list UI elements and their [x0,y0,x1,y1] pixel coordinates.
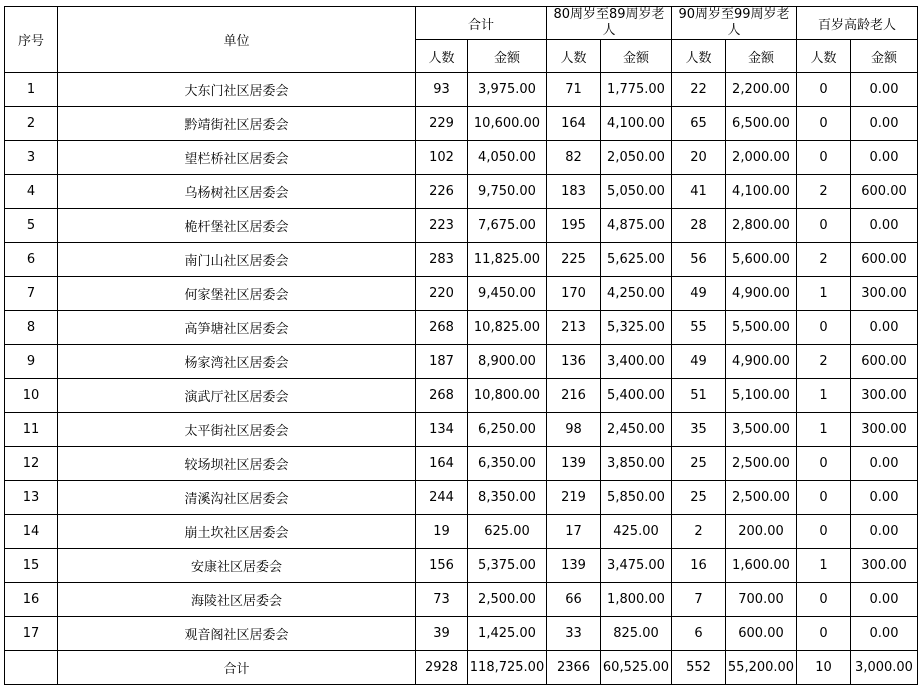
row-100-count: 0 [797,617,851,651]
row-100-count: 0 [797,311,851,345]
row-index: 15 [5,549,58,583]
row-total-amount: 10,800.00 [468,379,547,413]
row-80-amount: 825.00 [601,617,672,651]
table-row [5,447,918,481]
row-unit: 太平街社区居委会 [58,413,416,447]
row-unit: 观音阁社区居委会 [58,617,416,651]
header-unit: 单位 [58,7,416,73]
row-90-amount: 700.00 [726,583,797,617]
row-90-count: 51 [672,379,726,413]
row-total-count: 220 [416,277,468,311]
row-80-amount: 2,450.00 [601,413,672,447]
row-100-count: 0 [797,209,851,243]
row-unit: 海陵社区居委会 [58,583,416,617]
header-total-amount: 金额 [468,40,547,73]
row-index: 8 [5,311,58,345]
row-total-amount: 9,750.00 [468,175,547,209]
row-90-amount: 6,500.00 [726,107,797,141]
total-100-count: 10 [797,651,851,685]
total-80-amount: 60,525.00 [601,651,672,685]
row-90-count: 28 [672,209,726,243]
row-100-amount: 0.00 [851,141,918,175]
total-80-count: 2366 [547,651,601,685]
row-index: 1 [5,73,58,107]
table-row [5,549,918,583]
row-index: 2 [5,107,58,141]
row-90-amount: 2,800.00 [726,209,797,243]
row-total-amount: 3,975.00 [468,73,547,107]
row-total-amount: 2,500.00 [468,583,547,617]
total-90-count: 552 [672,651,726,685]
row-80-count: 98 [547,413,601,447]
row-80-amount: 425.00 [601,515,672,549]
row-90-amount: 2,500.00 [726,481,797,515]
table-body [5,73,918,651]
row-80-amount: 5,325.00 [601,311,672,345]
row-90-count: 2 [672,515,726,549]
row-index: 12 [5,447,58,481]
row-total-count: 164 [416,447,468,481]
row-100-amount: 0.00 [851,515,918,549]
row-total-amount: 6,350.00 [468,447,547,481]
row-total-count: 73 [416,583,468,617]
total-amount: 118,725.00 [468,651,547,685]
row-80-amount: 4,100.00 [601,107,672,141]
header-90-count: 人数 [672,40,726,73]
row-total-amount: 6,250.00 [468,413,547,447]
row-90-amount: 600.00 [726,617,797,651]
row-100-amount: 300.00 [851,379,918,413]
row-90-count: 41 [672,175,726,209]
row-80-count: 82 [547,141,601,175]
table-footer [5,651,918,685]
row-80-count: 139 [547,447,601,481]
row-100-amount: 300.00 [851,413,918,447]
row-80-count: 17 [547,515,601,549]
row-100-count: 1 [797,277,851,311]
row-90-count: 35 [672,413,726,447]
row-90-amount: 5,500.00 [726,311,797,345]
table-row [5,243,918,277]
row-100-count: 0 [797,515,851,549]
row-80-amount: 4,250.00 [601,277,672,311]
row-total-amount: 4,050.00 [468,141,547,175]
row-total-amount: 625.00 [468,515,547,549]
table-row [5,515,918,549]
header-80-amount: 金额 [601,40,672,73]
row-90-count: 25 [672,447,726,481]
header-80-count: 人数 [547,40,601,73]
row-total-count: 102 [416,141,468,175]
row-100-count: 0 [797,481,851,515]
row-100-amount: 300.00 [851,549,918,583]
row-100-count: 1 [797,379,851,413]
row-total-count: 244 [416,481,468,515]
row-90-amount: 2,200.00 [726,73,797,107]
row-total-count: 93 [416,73,468,107]
row-100-amount: 0.00 [851,209,918,243]
row-90-amount: 4,900.00 [726,277,797,311]
row-unit: 南门山社区居委会 [58,243,416,277]
header-group-90-99: 90周岁至99周岁老人 [672,7,797,40]
row-80-count: 183 [547,175,601,209]
row-index: 5 [5,209,58,243]
row-100-count: 2 [797,243,851,277]
row-index: 13 [5,481,58,515]
row-80-amount: 5,050.00 [601,175,672,209]
row-90-amount: 5,100.00 [726,379,797,413]
row-90-count: 55 [672,311,726,345]
row-index: 3 [5,141,58,175]
header-total-count: 人数 [416,40,468,73]
row-100-amount: 0.00 [851,107,918,141]
row-100-amount: 300.00 [851,277,918,311]
row-90-count: 6 [672,617,726,651]
row-total-count: 268 [416,311,468,345]
row-index: 10 [5,379,58,413]
row-90-count: 65 [672,107,726,141]
row-100-amount: 0.00 [851,481,918,515]
table-row [5,413,918,447]
row-80-amount: 1,775.00 [601,73,672,107]
table-row [5,311,918,345]
row-unit: 安康社区居委会 [58,549,416,583]
header-90-amount: 金额 [726,40,797,73]
row-90-amount: 5,600.00 [726,243,797,277]
row-unit: 清溪沟社区居委会 [58,481,416,515]
row-80-amount: 4,875.00 [601,209,672,243]
row-80-amount: 3,400.00 [601,345,672,379]
row-total-amount: 10,600.00 [468,107,547,141]
row-total-count: 229 [416,107,468,141]
row-100-count: 0 [797,583,851,617]
row-90-amount: 3,500.00 [726,413,797,447]
row-total-amount: 1,425.00 [468,617,547,651]
row-80-amount: 5,850.00 [601,481,672,515]
row-80-amount: 5,625.00 [601,243,672,277]
table-row [5,277,918,311]
row-90-amount: 1,600.00 [726,549,797,583]
row-90-count: 25 [672,481,726,515]
table-row [5,345,918,379]
row-80-amount: 1,800.00 [601,583,672,617]
row-80-count: 33 [547,617,601,651]
row-100-count: 1 [797,413,851,447]
row-index: 6 [5,243,58,277]
row-80-count: 195 [547,209,601,243]
row-90-count: 16 [672,549,726,583]
row-index: 14 [5,515,58,549]
row-unit: 桅杆堡社区居委会 [58,209,416,243]
row-80-count: 170 [547,277,601,311]
header-total: 合计 [416,7,547,40]
row-90-count: 7 [672,583,726,617]
row-total-amount: 11,825.00 [468,243,547,277]
row-total-amount: 10,825.00 [468,311,547,345]
table-header [5,7,918,73]
table-row [5,73,918,107]
table-row [5,617,918,651]
row-unit: 大东门社区居委会 [58,73,416,107]
row-unit: 较场坝社区居委会 [58,447,416,481]
row-100-amount: 0.00 [851,311,918,345]
row-80-amount: 3,475.00 [601,549,672,583]
row-unit: 高笋塘社区居委会 [58,311,416,345]
row-total-amount: 9,450.00 [468,277,547,311]
row-80-count: 139 [547,549,601,583]
row-90-count: 20 [672,141,726,175]
row-100-count: 2 [797,175,851,209]
row-unit: 乌杨树社区居委会 [58,175,416,209]
row-total-count: 223 [416,209,468,243]
row-80-amount: 3,850.00 [601,447,672,481]
total-label: 合计 [58,651,416,685]
table-row [5,379,918,413]
row-100-count: 1 [797,549,851,583]
row-90-count: 49 [672,277,726,311]
row-80-count: 136 [547,345,601,379]
row-90-amount: 4,900.00 [726,345,797,379]
row-90-count: 22 [672,73,726,107]
row-80-count: 219 [547,481,601,515]
row-unit: 黔靖街社区居委会 [58,107,416,141]
row-total-amount: 8,900.00 [468,345,547,379]
row-80-count: 71 [547,73,601,107]
row-80-count: 66 [547,583,601,617]
total-no [5,651,58,685]
row-100-amount: 600.00 [851,243,918,277]
row-total-count: 39 [416,617,468,651]
total-row [5,651,918,685]
header-group-80-89: 80周岁至89周岁老人 [547,7,672,40]
row-100-amount: 0.00 [851,447,918,481]
row-100-count: 0 [797,141,851,175]
table-row [5,107,918,141]
row-100-amount: 0.00 [851,583,918,617]
row-100-amount: 0.00 [851,617,918,651]
row-unit: 望栏桥社区居委会 [58,141,416,175]
row-unit: 崩土坎社区居委会 [58,515,416,549]
row-100-amount: 600.00 [851,345,918,379]
row-total-count: 268 [416,379,468,413]
row-total-count: 156 [416,549,468,583]
row-index: 16 [5,583,58,617]
row-100-amount: 0.00 [851,73,918,107]
row-100-count: 0 [797,73,851,107]
row-90-amount: 4,100.00 [726,175,797,209]
row-90-count: 56 [672,243,726,277]
row-index: 4 [5,175,58,209]
table-row [5,209,918,243]
row-total-amount: 8,350.00 [468,481,547,515]
row-80-amount: 2,050.00 [601,141,672,175]
row-90-amount: 2,000.00 [726,141,797,175]
row-total-count: 19 [416,515,468,549]
row-total-amount: 5,375.00 [468,549,547,583]
row-90-amount: 200.00 [726,515,797,549]
row-total-count: 283 [416,243,468,277]
row-index: 11 [5,413,58,447]
header-100-amount: 金额 [851,40,918,73]
table-row [5,583,918,617]
header-group-100: 百岁高龄老人 [797,7,918,40]
row-total-count: 226 [416,175,468,209]
table-row [5,175,918,209]
row-100-amount: 600.00 [851,175,918,209]
total-100-amount: 3,000.00 [851,651,918,685]
row-80-amount: 5,400.00 [601,379,672,413]
row-total-count: 187 [416,345,468,379]
row-90-amount: 2,500.00 [726,447,797,481]
row-index: 9 [5,345,58,379]
row-unit: 杨家湾社区居委会 [58,345,416,379]
row-100-count: 0 [797,107,851,141]
row-unit: 演武厅社区居委会 [58,379,416,413]
row-80-count: 164 [547,107,601,141]
row-80-count: 216 [547,379,601,413]
row-total-count: 134 [416,413,468,447]
table-row [5,481,918,515]
row-index: 17 [5,617,58,651]
table-row [5,141,918,175]
row-unit: 何家堡社区居委会 [58,277,416,311]
row-100-count: 0 [797,447,851,481]
header-index: 序号 [5,7,58,73]
row-80-count: 225 [547,243,601,277]
row-index: 7 [5,277,58,311]
total-count: 2928 [416,651,468,685]
row-total-amount: 7,675.00 [468,209,547,243]
header-100-count: 人数 [797,40,851,73]
data-table [4,6,918,685]
row-100-count: 2 [797,345,851,379]
row-80-count: 213 [547,311,601,345]
total-90-amount: 55,200.00 [726,651,797,685]
row-90-count: 49 [672,345,726,379]
